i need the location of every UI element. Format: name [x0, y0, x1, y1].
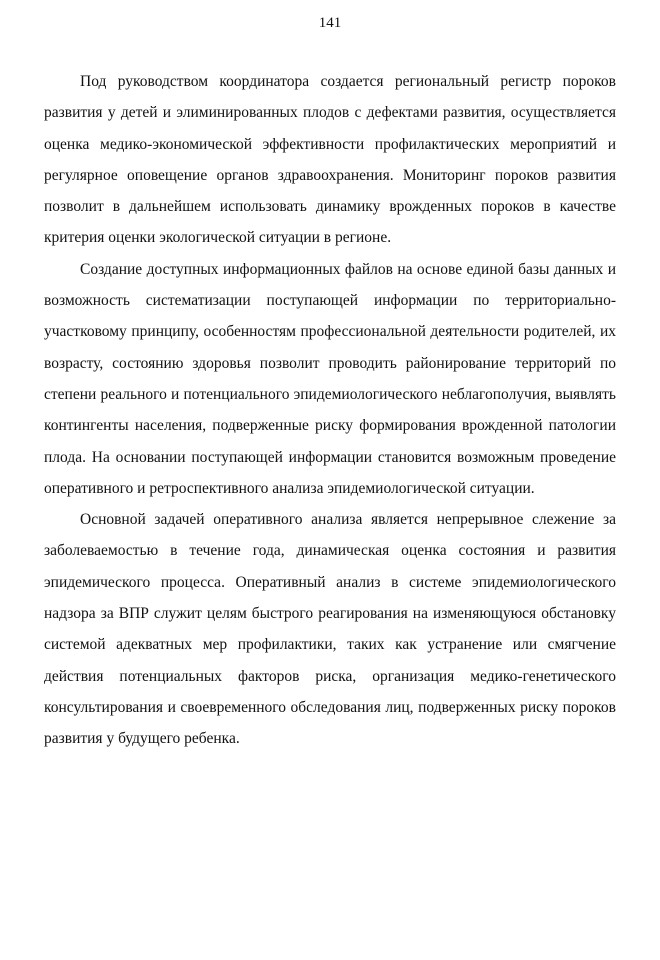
paragraph-information-files: Создание доступных информационных файлов на основе единой базы данных и возможность систематизации поступающей информации по территориально-участковому принципу, особенностям профессиональной деятельности родителей, их возрасту, состоянию здоровья позволит проводить районирование территорий по степени реального и потенциального эпидемиологического неблагополучия, выявлять контингенты населения, подверженные риску формирования врожденной патологии плода. На основании поступающей информации становится возможным проведение оперативного и ретроспективного анализа эпидемиологической ситуации.: [44, 260, 616, 497]
body-text: [44, 66, 616, 755]
page-number: 141: [318, 15, 342, 31]
paragraph-operational-analysis: Основной задачей оперативного анализа является непрерывное слежение за заболеваемостью в течение года, динамическая оценка состояния и развития эпидемического процесса. Оперативный анализ в системе эпидемиологического надзора за ВПР служит целям быстрого реагирования на изменяющуюся обстановку системой адекватных мер профилактики, таких как устранение или смягчение действия потенциальных факторов риска, организация медико-генетического консультирования и своевременного обследования лиц, подверженных риску пороков развития у будущего ребенка.: [44, 511, 616, 748]
paragraph-registry: Под руководством координатора создается региональный регистр пороков развития у детей и элиминированных плодов с дефектами развития, осуществляется оценка медико-экономической эффективности профилактических мероприятий и регулярное оповещение органов здравоохранения. Мониторинг пороков развития позволит в дальнейшем использовать динамику врожденных пороков в качестве критерия оценки экологической ситуации в регионе.: [44, 73, 616, 247]
